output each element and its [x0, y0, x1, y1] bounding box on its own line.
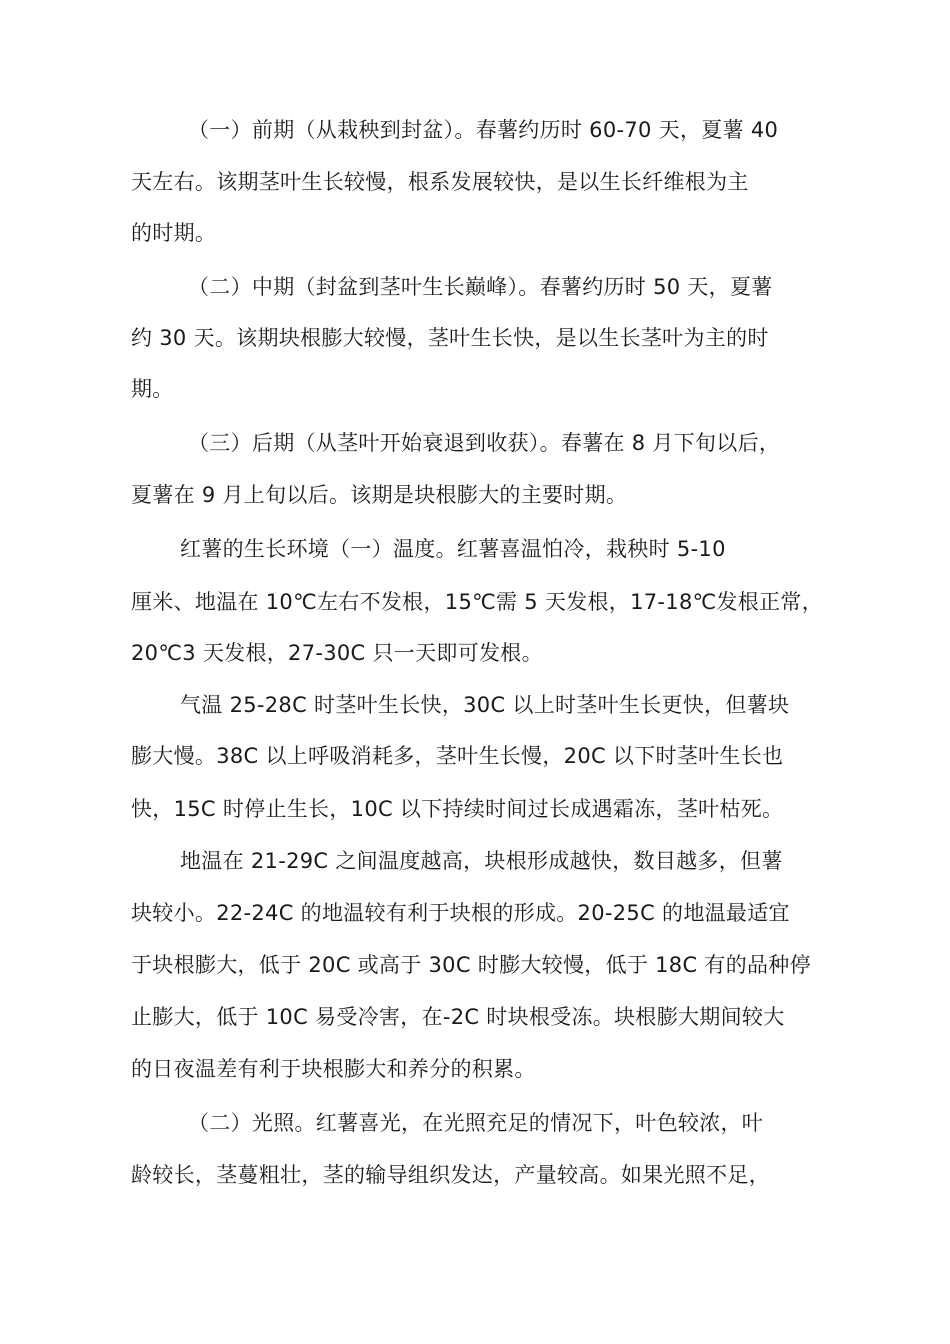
- text-line: 的日夜温差有利于块根膨大和养分的积累。: [131, 1057, 536, 1081]
- text-line: 红薯的生长环境（一）温度。红薯喜温怕冷，栽秧时 5-10: [180, 537, 726, 561]
- text-line: （二）光照。红薯喜光，在光照充足的情况下，叶色较浓，叶: [188, 1111, 764, 1135]
- text-line: 夏薯在 9 月上旬以后。该期是块根膨大的主要时期。: [131, 483, 628, 507]
- text-line: 地温在 21-29C 之间温度越高，块根形成越快，数目越多，但薯: [180, 849, 783, 873]
- text-line: （二）中期（封盆到茎叶生长巅峰）。春薯约历时 50 天，夏薯: [188, 275, 773, 299]
- text-line: 于块根膨大，低于 20C 或高于 30C 时膨大较慢，低于 18C 有的品种停: [131, 953, 811, 977]
- text-line: 膨大慢。38C 以上呼吸消耗多，茎叶生长慢，20C 以下时茎叶生长也: [131, 744, 784, 768]
- text-line: 约 30 天。该期块根膨大较慢，茎叶生长快，是以生长茎叶为主的时: [131, 326, 769, 350]
- text-line: 的时期。: [131, 221, 217, 245]
- text-line: （三）后期（从茎叶开始衰退到收获）。春薯在 8 月下旬以后，: [188, 431, 781, 455]
- text-line: 快，15C 时停止生长，10C 以下持续时间过长成遇霜冻，茎叶枯死。: [131, 797, 784, 821]
- text-line: 龄较长，茎蔓粗壮，茎的输导组织发达，产量较高。如果光照不足，: [131, 1163, 770, 1187]
- text-line: 20℃3 天发根，27-30C 只一天即可发根。: [131, 641, 543, 665]
- text-line: （一）前期（从栽秧到封盆）。春薯约历时 60-70 天，夏薯 40: [188, 118, 779, 142]
- text-line: 块较小。22-24C 的地温较有利于块根的形成。20-25C 的地温最适宜: [131, 901, 790, 925]
- text-line: 气温 25-28C 时茎叶生长快，30C 以上时茎叶生长更快，但薯块: [180, 693, 790, 717]
- text-line: 止膨大，低于 10C 易受冷害，在-2C 时块根受冻。块根膨大期间较大: [131, 1005, 785, 1029]
- text-line: 期。: [131, 377, 174, 401]
- text-line: 天左右。该期茎叶生长较慢，根系发展较快，是以生长纤维根为主: [131, 170, 749, 194]
- text-line: 厘米、地温在 10℃左右不发根，15℃需 5 天发根，17-18℃发根正常，: [131, 590, 824, 614]
